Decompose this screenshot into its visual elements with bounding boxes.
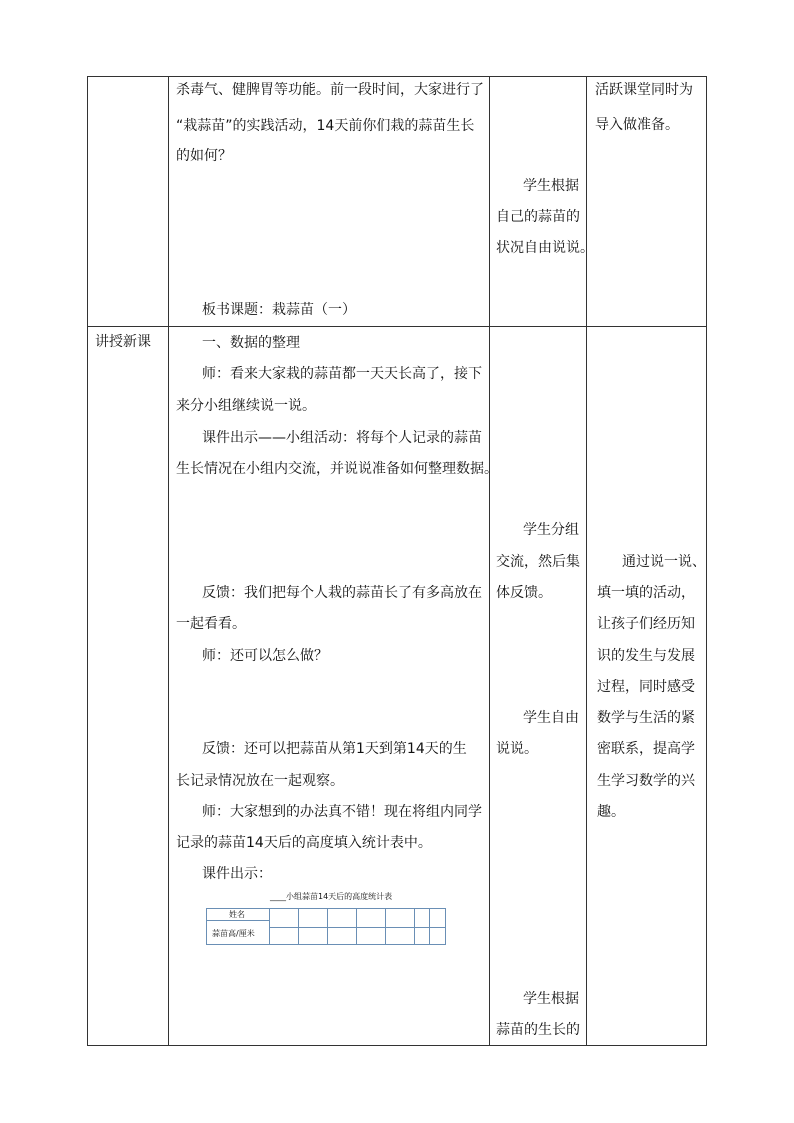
lesson-plan-table bbox=[87, 76, 707, 1046]
column-divider bbox=[489, 77, 490, 1045]
design-intent-line: 活跃课堂同时为 bbox=[595, 82, 693, 98]
content-line: 反馈：我们把每个人栽的蒜苗长了有多高放在 bbox=[202, 585, 482, 601]
content-line: 课件出示： bbox=[202, 866, 272, 882]
content-line: 课件出示——小组活动：将每个人记录的蒜苗 bbox=[202, 430, 482, 446]
content-line: 师：还可以怎么做？ bbox=[202, 648, 328, 664]
mini-row-header: 蒜苗高/厘米 bbox=[212, 929, 255, 938]
mini-table-title: ____小组蒜苗14天后的高度统计表 bbox=[270, 892, 393, 901]
mini-col-divider bbox=[327, 909, 328, 944]
content-line: 反馈：还可以把蒜苗从第1天到第14天的生 bbox=[202, 741, 467, 757]
design-intent-line: 通过说一说、 bbox=[622, 554, 706, 570]
design-intent-line: 填一填的活动， bbox=[597, 585, 695, 601]
column-divider bbox=[586, 77, 587, 1045]
student-activity-line: 蒜苗的生长的 bbox=[496, 1022, 580, 1038]
mini-col-divider bbox=[356, 909, 357, 944]
design-intent-line: 过程，同时感受 bbox=[597, 679, 695, 695]
section-heading: 一、数据的整理 bbox=[202, 335, 300, 351]
mini-col-divider bbox=[414, 909, 415, 944]
content-line: 记录的蒜苗14天后的高度填入统计表中。 bbox=[176, 835, 432, 851]
mini-row-header: 姓名 bbox=[229, 910, 245, 919]
column-divider bbox=[168, 77, 169, 1045]
content-line: 生长情况在小组内交流，并说说准备如何整理数据。 bbox=[176, 461, 498, 477]
content-line: 长记录情况放在一起观察。 bbox=[176, 773, 344, 789]
board-title: 板书课题：栽蒜苗（一） bbox=[202, 302, 356, 318]
student-activity-line: 学生根据 bbox=[523, 178, 579, 194]
mini-row-divider bbox=[207, 920, 269, 921]
student-activity-line: 交流，然后集 bbox=[496, 554, 580, 570]
mini-col-divider bbox=[269, 909, 270, 944]
content-line: “栽蒜苗”的实践活动，14天前你们栽的蒜苗生长 bbox=[176, 118, 475, 134]
content-line: 师：大家想到的办法真不错！现在将组内同学 bbox=[202, 804, 482, 820]
student-activity-line: 学生自由 bbox=[523, 710, 579, 726]
content-line: 杀毒气、健脾胃等功能。前一段时间，大家进行了 bbox=[176, 82, 484, 98]
content-line: 来分小组继续说一说。 bbox=[176, 398, 316, 414]
design-intent-line: 识的发生与发展 bbox=[597, 648, 695, 664]
mini-col-divider bbox=[429, 909, 430, 944]
student-activity-line: 学生分组 bbox=[523, 522, 579, 538]
design-intent-line: 让孩子们经历知 bbox=[597, 616, 695, 632]
design-intent-line: 数学与生活的紧 bbox=[597, 710, 695, 726]
student-activity-line: 说说。 bbox=[496, 741, 538, 757]
mini-row-divider bbox=[269, 927, 445, 928]
stage-label: 讲授新课 bbox=[95, 334, 151, 350]
content-line: 一起看看。 bbox=[176, 616, 246, 632]
student-activity-line: 体反馈。 bbox=[496, 585, 552, 601]
student-activity-line: 自己的蒜苗的 bbox=[496, 209, 580, 225]
content-line: 师：看来大家栽的蒜苗都一天天长高了，接下 bbox=[202, 366, 482, 382]
design-intent-line: 生学习数学的兴 bbox=[597, 773, 695, 789]
mini-col-divider bbox=[385, 909, 386, 944]
row-divider bbox=[88, 326, 706, 327]
student-activity-line: 学生根据 bbox=[523, 991, 579, 1007]
mini-col-divider bbox=[298, 909, 299, 944]
content-line: 的如何？ bbox=[176, 148, 232, 164]
design-intent-line: 密联系，提高学 bbox=[597, 741, 695, 757]
student-activity-line: 状况自由说说。 bbox=[496, 240, 594, 256]
design-intent-line: 导入做准备。 bbox=[595, 117, 679, 133]
mini-statistics-table bbox=[206, 908, 446, 945]
design-intent-line: 趣。 bbox=[597, 804, 625, 820]
